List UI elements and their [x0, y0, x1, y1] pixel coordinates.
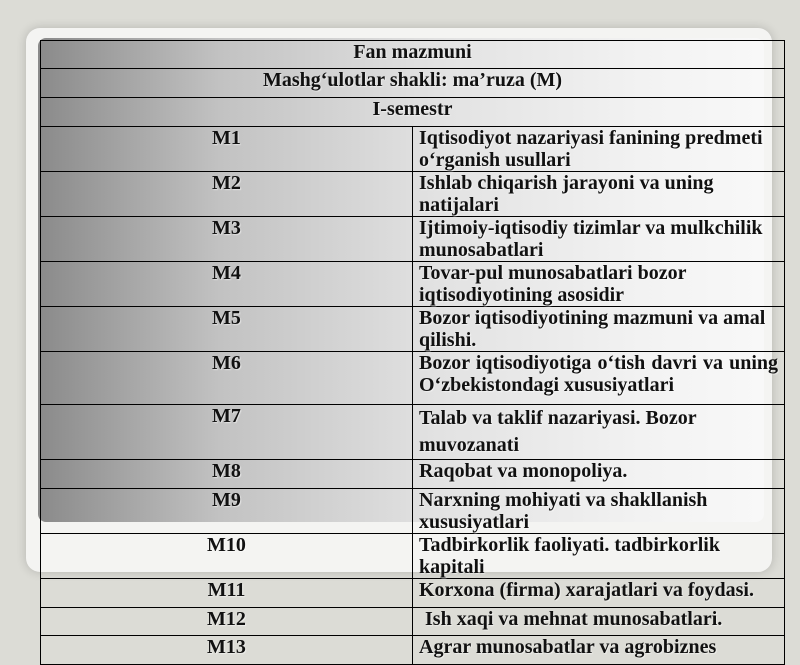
- row-topic: Tadbirkorlik faoliyati. tadbirkorlik kapitali: [413, 534, 785, 579]
- row-topic: Ijtimoiy-iqtisodiy tizimlar va mulkchilik munosabatlari: [413, 217, 785, 262]
- row-topic-line1: Talab va taklif nazariyasi. Bozor: [419, 407, 697, 429]
- table-subtitle: Mashg‘ulotlar shakli: ma’ruza (M): [41, 69, 785, 98]
- row-topic: Narxning mohiyati va shakllanish xususiyatlari: [413, 489, 785, 534]
- table-row: [41, 405, 785, 460]
- table-row: [41, 352, 785, 405]
- row-code: M13: [41, 636, 413, 665]
- row-topic: Bozor iqtisodiyotining mazmuni va amal qilishi.: [413, 307, 785, 352]
- table-row: [41, 534, 785, 579]
- table-row: [41, 127, 785, 172]
- row-code: M4: [41, 262, 413, 307]
- syllabus-table: [40, 40, 785, 665]
- row-code: M9: [41, 489, 413, 534]
- row-code: M3: [41, 217, 413, 262]
- row-code: M1: [41, 127, 413, 172]
- row-code: M7: [41, 405, 413, 460]
- table-row: [41, 489, 785, 534]
- row-topic: Iqtisodiyot nazariyasi fanining predmeti o‘rganish usullari: [413, 127, 785, 172]
- row-code: M8: [41, 460, 413, 489]
- row-topic: Agrar munosabatlar va agrobiznes: [413, 636, 785, 665]
- row-topic: Ishlab chiqarish jarayoni va uning natijalari: [413, 172, 785, 217]
- table-row: [41, 636, 785, 665]
- row-code: M6: [41, 352, 413, 405]
- row-topic-line2: muvozanati: [419, 434, 519, 456]
- table-row: [41, 579, 785, 608]
- table-title: Fan mazmuni: [41, 41, 785, 69]
- row-topic: Bozor iqtisodiyotiga o‘tish davri va uning O‘zbekistondagi xususiyatlari: [413, 352, 785, 405]
- row-code: M2: [41, 172, 413, 217]
- row-code: M10: [41, 534, 413, 579]
- row-topic: [413, 405, 785, 460]
- row-topic: Raqobat va monopoliya.: [413, 460, 785, 489]
- table-row: [41, 217, 785, 262]
- table-row: [41, 262, 785, 307]
- row-topic: Korxona (firma) xarajatlari va foydasi.: [413, 579, 785, 608]
- row-code: M5: [41, 307, 413, 352]
- table-row: [41, 172, 785, 217]
- row-code: M11: [41, 579, 413, 608]
- table-row: [41, 460, 785, 489]
- row-code: M12: [41, 608, 413, 636]
- semester-label: I-semestr: [41, 98, 785, 127]
- table-row: [41, 307, 785, 352]
- table-row: [41, 608, 785, 636]
- row-topic: Ish xaqi va mehnat munosabatlari.: [413, 608, 785, 636]
- row-topic: Tovar-pul munosabatlari bozor iqtisodiyotining asosidir: [413, 262, 785, 307]
